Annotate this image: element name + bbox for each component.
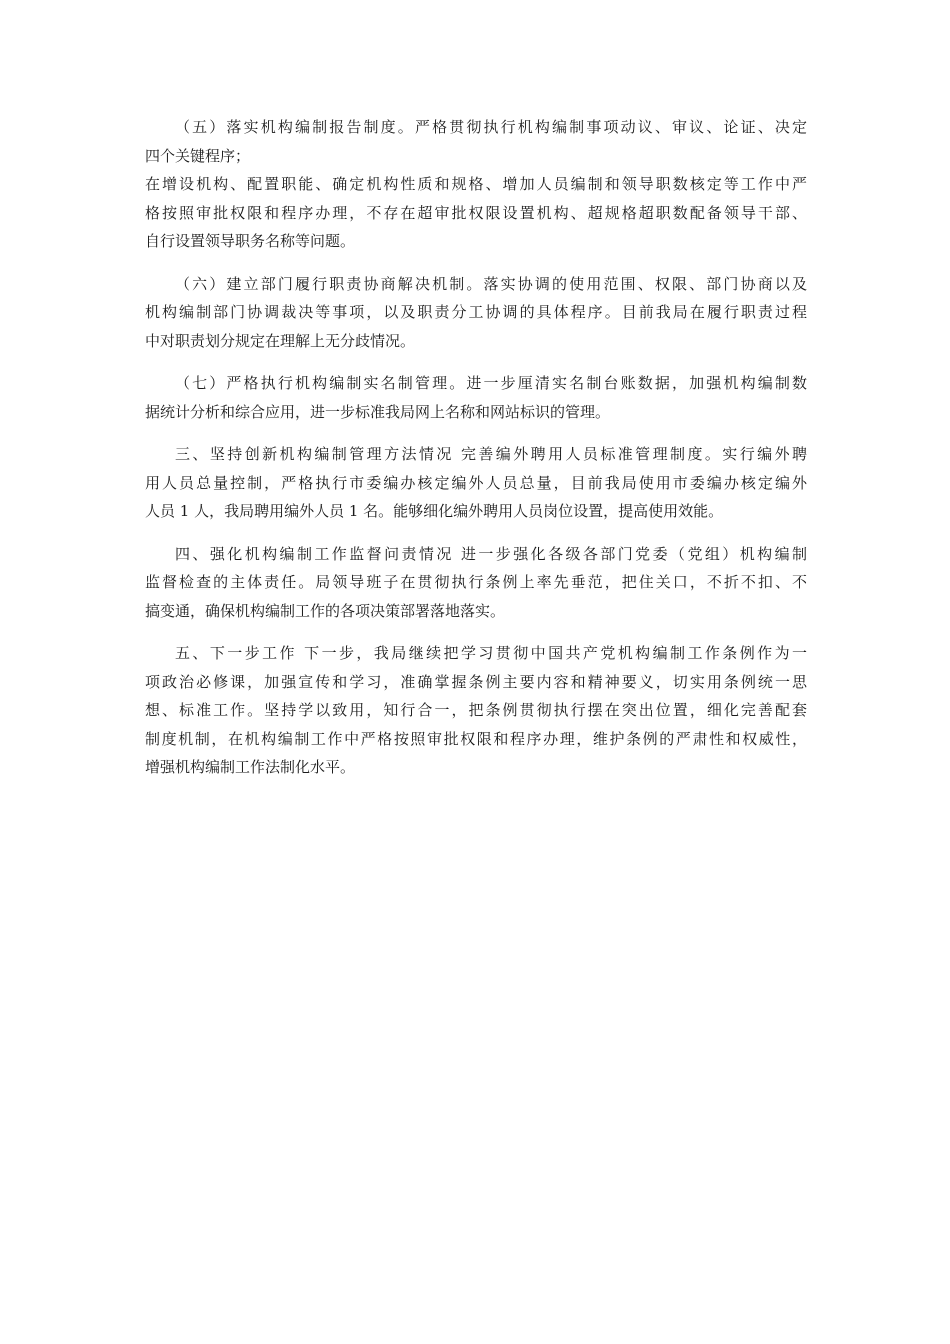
paragraph-7-real-name-management <box>145 369 807 426</box>
document-body <box>145 113 807 796</box>
text-line: 在增设机构、配置职能、确定机构性质和规格、增加人员编制和领导职数核定等工作中严 <box>145 175 807 193</box>
text-line: 用人员总量控制，严格执行市委编办核定编外人员总量，目前我局使用市委编办核定编外 <box>145 473 807 492</box>
text-line: 三、坚持创新机构编制管理方法情况 完善编外聘用人员标准管理制度。实行编外聘 <box>175 445 807 463</box>
text-line: 项政治必修课，加强宣传和学习，准确掌握条例主要内容和精神要义，切实用条例统一思 <box>145 672 807 691</box>
text-line: 中对职责划分规定在理解上无分歧情况。 <box>145 331 416 350</box>
text-line: 增强机构编制工作法制化水平。 <box>145 758 356 776</box>
paragraph-6-coordination-mechanism <box>145 270 807 356</box>
text-line: 想、标准工作。坚持学以致用，知行合一，把条例贯彻执行摆在突出位置，细化完善配套 <box>145 701 807 719</box>
text-line: 五、下一步工作 下一步，我局继续把学习贯彻中国共产党机构编制工作条例作为一 <box>175 644 807 662</box>
text-line: 人员 1 人，我局聘用编外人员 1 名。能够细化编外聘用人员岗位设置，提高使用效能。 <box>145 502 724 520</box>
text-line: 机构编制部门协调裁决等事项，以及职责分工协调的具体程序。目前我局在履行职责过程 <box>145 303 807 321</box>
text-line: 监督检查的主体责任。局领导班子在贯彻执行条例上率先垂范，把住关口，不折不扣、不 <box>145 573 807 591</box>
text-line: （五）落实机构编制报告制度。严格贯彻执行机构编制事项动议、审议、论证、决定 <box>175 118 807 136</box>
text-line: 四个关键程序； <box>145 146 251 165</box>
section-4-supervision <box>145 540 807 626</box>
text-line: 自行设置领导职务名称等问题。 <box>145 232 356 250</box>
text-line: 格按照审批权限和程序办理，不存在超审批权限设置机构、超规格超职数配备领导干部、 <box>145 203 807 222</box>
text-line: 搞变通，确保机构编制工作的各项决策部署落地落实。 <box>145 601 506 620</box>
paragraph-5-reporting-system <box>145 113 807 256</box>
text-line: 四、强化机构编制工作监督问责情况 进一步强化各级各部门党委（党组）机构编制 <box>175 544 807 563</box>
text-line: 据统计分析和综合应用，进一步标准我局网上名称和网站标识的管理。 <box>145 402 611 421</box>
text-line: 制度机制，在机构编制工作中严格按照审批权限和程序办理，维护条例的严肃性和权威性， <box>145 729 807 748</box>
text-line: （七）严格执行机构编制实名制管理。进一步厘清实名制台账数据，加强机构编制数 <box>175 374 807 392</box>
section-5-next-steps <box>145 639 807 782</box>
section-3-innovation <box>145 440 807 526</box>
text-line: （六）建立部门履行职责协商解决机制。落实协调的使用范围、权限、部门协商以及 <box>175 274 807 293</box>
